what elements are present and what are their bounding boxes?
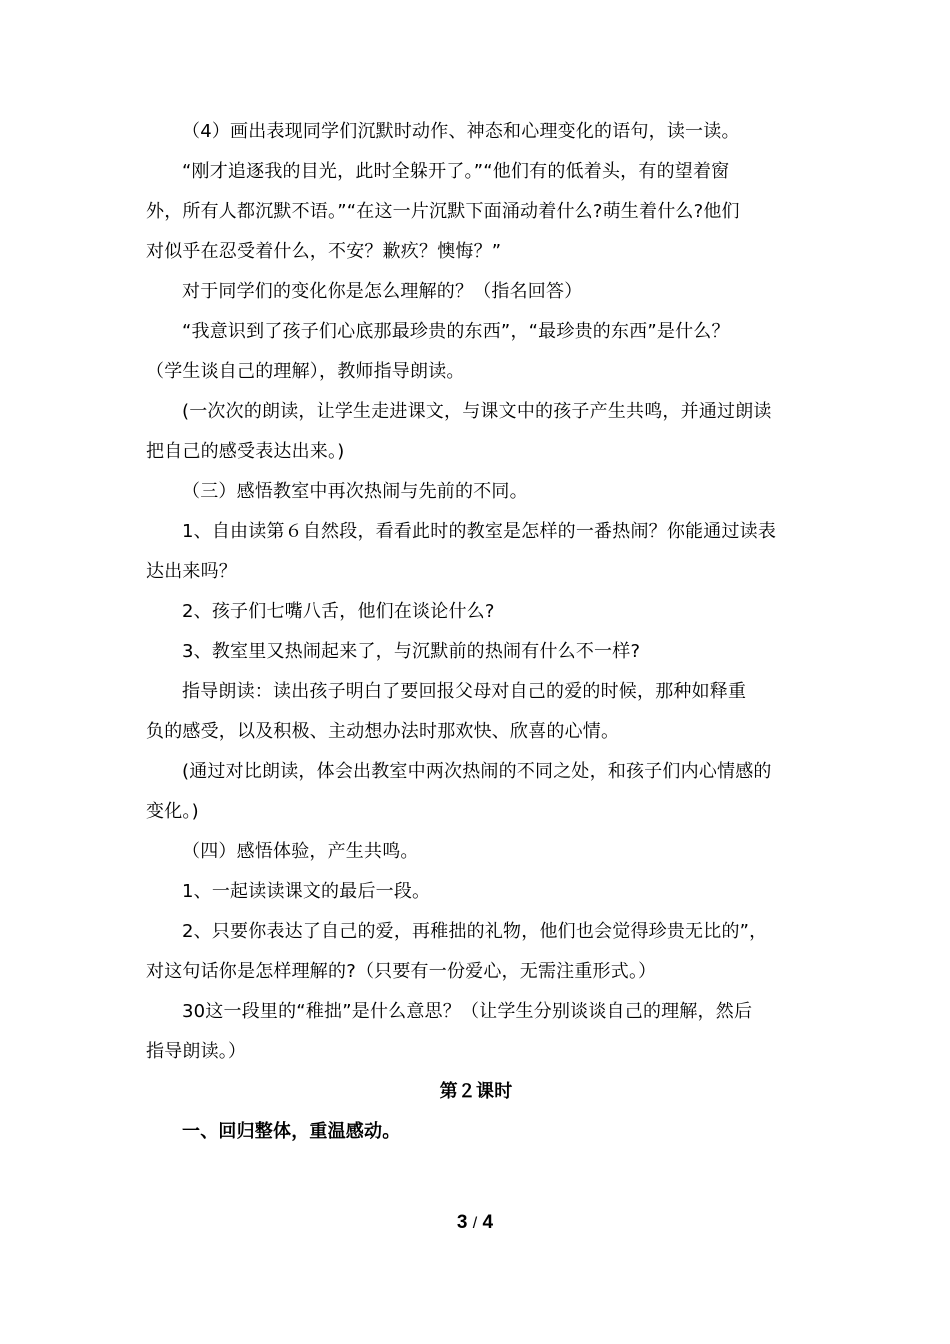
paragraph-line: “我意识到了孩子们心底那最珍贵的东西”，“最珍贵的东西”是什么？ xyxy=(182,321,730,342)
lesson-heading: 第２课时 xyxy=(439,1081,513,1102)
paragraph-line: 对于同学们的变化你是怎么理解的？（指名回答） xyxy=(182,281,583,302)
paragraph-line: (通过对比朗读，体会出教室中两次热闹的不同之处，和孩子们内心情感的 xyxy=(182,761,772,782)
paragraph-line: 达出来吗？ xyxy=(146,561,237,582)
paragraph-line: “刚才追逐我的目光，此时全躲开了。”“他们有的低着头，有的望着窗 xyxy=(182,161,730,182)
paragraph-line: 30这一段里的“稚拙”是什么意思？（让学生分别谈谈自己的理解，然后 xyxy=(182,1001,753,1022)
paragraph-line: 2、孩子们七嘴八舌，他们在谈论什么? xyxy=(182,601,495,622)
page-number xyxy=(0,1212,950,1234)
paragraph-line: 把自己的感受表达出来。) xyxy=(146,441,345,462)
paragraph-line: 对似乎在忍受着什么，不安？歉疚？懊悔？” xyxy=(146,241,502,262)
total-pages: 4 xyxy=(482,1212,494,1233)
paragraph-line: 指导朗读：读出孩子明白了要回报父母对自己的爱的时候，那种如释重 xyxy=(182,681,747,702)
paragraph-line: 外，所有人都沉默不语。”“在这一片沉默下面涌动着什么?萌生着什么?他们 xyxy=(146,201,740,222)
paragraph-line: 3、教室里又热闹起来了，与沉默前的热闹有什么不一样? xyxy=(182,641,641,662)
paragraph-line: （四）感悟体验，产生共鸣。 xyxy=(182,841,419,862)
section-heading: 一、回归整体，重温感动。 xyxy=(182,1121,401,1142)
paragraph-line: （学生谈自己的理解），教师指导朗读。 xyxy=(146,361,465,382)
current-page: 3 xyxy=(456,1212,468,1233)
paragraph-line: 变化。) xyxy=(146,801,199,822)
paragraph-line: 2、只要你表达了自己的爱，再稚拙的礼物，他们也会觉得珍贵无比的”， xyxy=(182,921,768,942)
paragraph-line: (一次次的朗读，让学生走进课文，与课文中的孩子产生共鸣，并通过朗读 xyxy=(182,401,772,422)
paragraph-line: 对这句话你是怎样理解的?（只要有一份爱心，无需注重形式。） xyxy=(146,961,657,982)
paragraph-line: 指导朗读。） xyxy=(146,1041,247,1062)
paragraph-line: 负的感受，以及积极、主动想办法时那欢快、欣喜的心情。 xyxy=(146,721,620,742)
paragraph-line: 1、一起读读课文的最后一段。 xyxy=(182,881,431,902)
page-separator: / xyxy=(472,1215,478,1232)
paragraph-line: （4）画出表现同学们沉默时动作、神态和心理变化的语句，读一读。 xyxy=(182,121,740,142)
paragraph-line: 1、自由读第６自然段，看看此时的教室是怎样的一番热闹？你能通过读表 xyxy=(182,521,777,542)
paragraph-line: （三）感悟教室中再次热闹与先前的不同。 xyxy=(182,481,528,502)
document-body xyxy=(146,112,806,1152)
